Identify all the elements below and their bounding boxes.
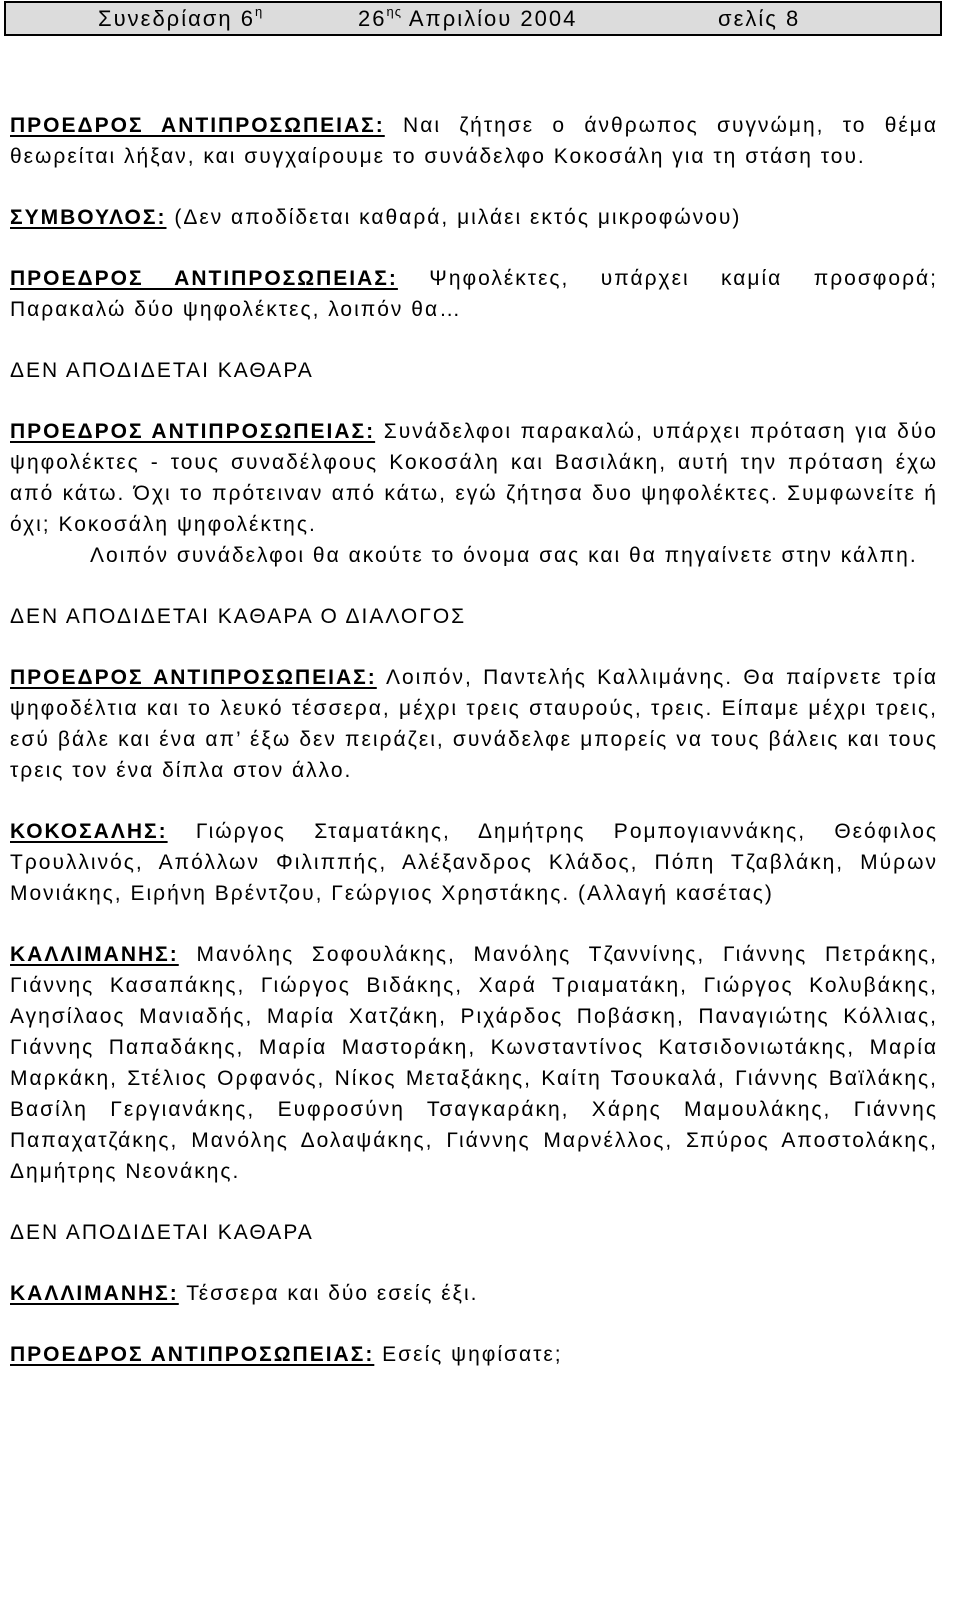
speaker-name: ΚΑΛΛΙΜΑΝΗΣ: bbox=[10, 1282, 179, 1305]
transcript-paragraph bbox=[10, 202, 938, 233]
speaker-name: ΠΡΟΕΔΡΟΣ ΑΝΤΙΠΡΟΣΩΠΕΙΑΣ: bbox=[10, 420, 376, 443]
date-label: $26^{\eta\varsigma}$ Απριλίου 2004 bbox=[358, 4, 578, 31]
transcript-paragraph bbox=[10, 110, 938, 172]
speech-text: (Δεν αποδίδεται καθαρά, μιλάει εκτός μικροφώνου) bbox=[174, 206, 742, 229]
speech-text-continued: Λοιπόν συνάδελφοι θα ακούτε το όνομα σας και θα πηγαίνετε στην κάλπη. bbox=[90, 544, 918, 567]
speech-text: Ναι ζήτησε ο άνθρωπος συγνώμη, το θέμα θεωρείται λήξαν, και συγχαίρουμε το συνάδελφο Κοκοσάλη για τη στάση του. bbox=[10, 114, 938, 168]
transcript-paragraph bbox=[10, 662, 938, 786]
speech-text: Ψηφολέκτες, υπάρχει καμία προσφορά; Παρακαλώ δύο ψηφολέκτες, λοιπόν θα… bbox=[10, 267, 938, 321]
speaker-name: ΠΡΟΕΔΡΟΣ ΑΝΤΙΠΡΟΣΩΠΕΙΑΣ: bbox=[10, 666, 377, 689]
transcript-note: ΔΕΝ ΑΠΟΔΙΔΕΤΑΙ ΚΑΘΑΡΑ bbox=[10, 1221, 314, 1244]
date-superscript: ης bbox=[386, 4, 402, 19]
speech-text: Γιώργος Σταματάκης, Δημήτρης Ρομπογιαννάκης, Θεόφιλος Τρουλλινός, Απόλλων Φιλιππής, Αλέξανδρος Κλάδος, Πόπη Τζαβλάκη, Μύρων Μονιάκης, Ειρήνη Βρέντζου, Γεώργιος Χρηστάκης. (Αλλαγή κασέτας) bbox=[10, 820, 938, 905]
transcript-paragraph bbox=[10, 1339, 938, 1370]
page-header bbox=[4, 1, 942, 36]
speaker-name: ΠΡΟΕΔΡΟΣ ΑΝΤΙΠΡΟΣΩΠΕΙΑΣ: bbox=[10, 114, 385, 137]
session-label: Συνεδρίαση $6^\eta$ bbox=[98, 4, 264, 31]
speaker-name: ΚΟΚΟΣΑΛΗΣ: bbox=[10, 820, 168, 843]
transcript-paragraph bbox=[10, 263, 938, 325]
session-superscript: η bbox=[254, 4, 264, 19]
transcript-paragraph bbox=[10, 939, 938, 1187]
speech-text: Μανόλης Σοφουλάκης, Μανόλης Τζαννίνης, Γιάννης Πετράκης, Γιάννης Κασαπάκης, Γιώργος Βιδάκης, Χαρά Τριαματάκη, Γιώργος Κολυβάκης, Αγησίλαος Μανιαδής, Μαρία Χατζάκη, Ριχάρδος Ποβάσκη, Παναγιώτης Κόλλιας, Γιάννης Παπαδάκης, Μαρία Μαστοράκη, Κωνσταντίνος Κατσιδονιωτάκης, Μαρία Μαρκάκη, Στέλιος Ορφανός, Νίκος Μεταξάκης, Καίτη Τσουκαλά, Γιάννης Βαϊλάκης, Βασίλη Γεργιανάκης, Ευφροσύνη Τσαγκαράκη, Χάρης Μαμουλάκης, Γιάννης Παπαχατζάκης, Μανόλης Δολαψάκης, Γιάννης Μαρνέλλος, Σπύρος Αποστολάκης, Δημήτρης Νεονάκης. bbox=[10, 943, 938, 1183]
transcript-body bbox=[10, 110, 938, 1400]
transcript-paragraph bbox=[10, 416, 938, 571]
transcript-paragraph bbox=[10, 1278, 938, 1309]
page-number: σελίς 8 bbox=[718, 6, 801, 31]
speaker-name: ΚΑΛΛΙΜΑΝΗΣ: bbox=[10, 943, 179, 966]
speech-text: Εσείς ψηφίσατε; bbox=[382, 1343, 563, 1366]
transcript-note: ΔΕΝ ΑΠΟΔΙΔΕΤΑΙ ΚΑΘΑΡΑ Ο ΔΙΑΛΟΓΟΣ bbox=[10, 605, 467, 628]
speaker-name: ΠΡΟΕΔΡΟΣ ΑΝΤΙΠΡΟΣΩΠΕΙΑΣ: bbox=[10, 267, 398, 290]
speaker-name: ΠΡΟΕΔΡΟΣ ΑΝΤΙΠΡΟΣΩΠΕΙΑΣ: bbox=[10, 1343, 375, 1366]
speech-text: Λοιπόν, Παντελής Καλλιμάνης. Θα παίρνετε τρία ψηφοδέλτια και το λευκό τέσσερα, μέχρι τρεις σταυρούς, τρεις. Είπαμε μέχρι τρεις, εσύ βάλε και ένα απ’ έξω δεν πειράζει, συνάδελφε μπορείς να τους βάλεις και τους τρεις τον ένα δίπλα στον άλλο. bbox=[10, 666, 938, 782]
speech-text: Συνάδελφοι παρακαλώ, υπάρχει πρόταση για δύο ψηφολέκτες - τους συναδέλφους Κοκοσάλη και Βασιλάκη, αυτή την πρόταση έχω από κάτω. Όχι το πρότειναν από κάτω, εγώ ζήτησα δυο ψηφολέκτες. Συμφωνείτε ή όχι; Κοκοσάλη ψηφολέκτης. bbox=[10, 420, 938, 536]
transcript-paragraph bbox=[10, 816, 938, 909]
speaker-name: ΣΥΜΒΟΥΛΟΣ: bbox=[10, 206, 167, 229]
speech-text: Τέσσερα και δύο εσείς έξι. bbox=[186, 1282, 479, 1305]
transcript-note: ΔΕΝ ΑΠΟΔΙΔΕΤΑΙ ΚΑΘΑΡΑ bbox=[10, 359, 314, 382]
